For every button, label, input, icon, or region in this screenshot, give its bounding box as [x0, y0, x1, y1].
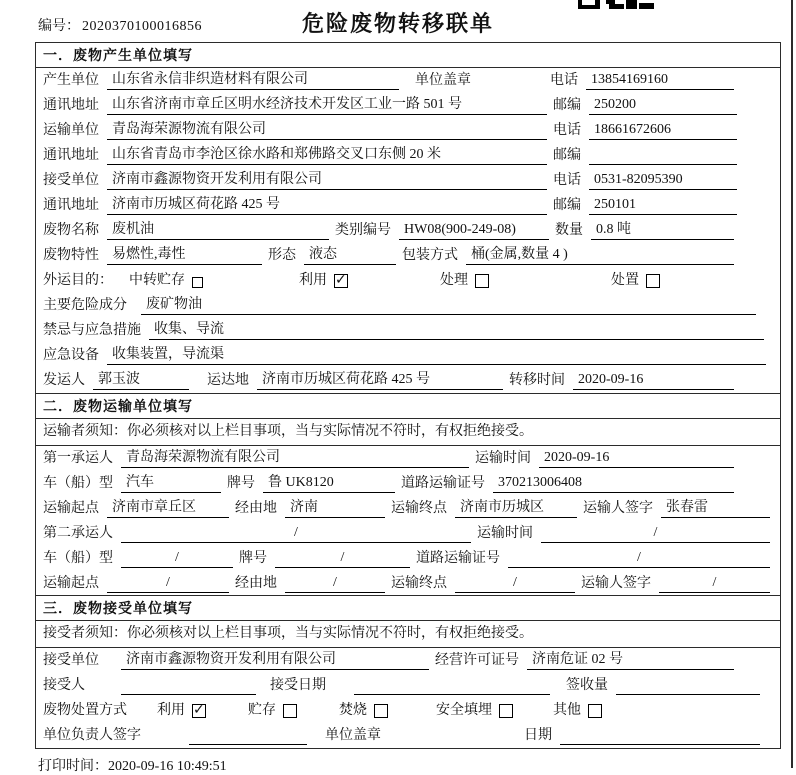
waste-property-row: [36, 243, 780, 268]
vehicle-type-row-2: [36, 546, 780, 571]
postcode-label: 邮编: [553, 98, 581, 113]
field-label: 禁忌与应急措施: [43, 323, 141, 338]
postcode-label: 邮编: [553, 148, 581, 163]
date-label: 日期: [524, 728, 552, 743]
via-label: 经由地: [235, 575, 277, 591]
receive-person-row: [36, 673, 780, 698]
route-end-value: 济南市历城区: [455, 498, 577, 518]
checkbox-label: 处理: [440, 273, 468, 288]
second-carrier-row: [36, 521, 780, 546]
transporter-notice: 运输者须知：你必须核对以上栏目事项，当与实际情况不符时，有权拒绝接受。: [36, 419, 780, 446]
transport-time-value: 2020-09-16: [539, 448, 734, 468]
print-time-value: 2020-09-16 10:49:51: [108, 759, 227, 774]
print-time: [38, 755, 796, 775]
checkbox: [499, 704, 513, 718]
consignor-row: [36, 368, 780, 393]
field-label: 应急设备: [43, 348, 99, 363]
via-2-value: /: [285, 573, 385, 593]
route-row-2: [36, 571, 780, 596]
road-permit-label: 道路运输证号: [401, 475, 485, 491]
producer-unit-value: 山东省永信非织造材料有限公司: [107, 70, 399, 90]
responsible-sign-value: [189, 725, 307, 745]
section-producer: [35, 42, 781, 394]
transporter-unit-row: [36, 118, 780, 143]
checkbox: [475, 274, 489, 288]
via-value: 济南: [285, 498, 385, 518]
checkbox-label: 焚烧: [339, 703, 367, 718]
transporter-postcode-value: [589, 145, 737, 165]
form-state-value: 液态: [304, 245, 396, 265]
packing-value: 桶(金属,数量 4 ): [466, 245, 734, 265]
purpose-option-storage: [129, 271, 203, 290]
field-label: 废物名称: [43, 223, 99, 238]
transport-time-label: 运输时间: [477, 525, 533, 541]
receive-date-label: 接受日期: [270, 678, 326, 693]
route-end-2-value: /: [455, 573, 575, 593]
permit-no-value: 济南危证 02 号: [527, 650, 734, 670]
via-label: 经由地: [235, 500, 277, 516]
checkbox: [334, 274, 348, 288]
document-header: [0, 0, 796, 42]
disposal-option-use: [157, 701, 206, 720]
field-label: 接受单位: [43, 653, 99, 668]
waste-property-value: 易燃性,毒性: [107, 245, 262, 265]
purpose-option-treat: [440, 271, 489, 290]
postcode-label: 邮编: [553, 198, 581, 213]
disposal-option-landfill: [436, 701, 513, 720]
transfer-time-label: 转移时间: [509, 373, 565, 388]
form-state-label: 形态: [268, 248, 296, 263]
transporter-unit-value: 青岛海荣源物流有限公司: [107, 120, 547, 140]
field-label: 接受单位: [43, 173, 99, 188]
field-label: 产生单位: [43, 73, 99, 88]
purpose-option-dispose: [611, 271, 660, 290]
road-permit-label: 道路运输证号: [416, 550, 500, 566]
receive-person-value: [121, 675, 256, 695]
carrier-sign-2-value: /: [659, 573, 770, 593]
section-producer-header: 一．废物产生单位填写: [36, 43, 780, 68]
category-code-value: HW08(900-249-08): [399, 220, 549, 240]
signed-quantity-label: 签收量: [566, 678, 608, 693]
hazard-component-row: [36, 293, 780, 318]
checkbox: [588, 704, 602, 718]
category-code-label: 类别编号: [335, 223, 391, 238]
route-end-label: 运输终点: [391, 500, 447, 516]
field-label: 接受人: [43, 678, 85, 693]
scan-page-edge: [791, 0, 793, 768]
vehicle-type-2-value: /: [121, 548, 233, 568]
checkbox-label: 处置: [611, 273, 639, 288]
phone-label: 电话: [553, 123, 581, 138]
checkbox: [192, 704, 206, 718]
receiver-address-row: [36, 193, 780, 218]
emergency-equipment-value: 收集装置，导流渠: [107, 345, 766, 365]
doc-number-value: 2020370100016856: [82, 19, 202, 34]
section-receiver-header: 三．废物接受单位填写: [36, 596, 780, 621]
field-label: 通讯地址: [43, 98, 99, 113]
doc-number: [38, 15, 202, 35]
road-permit-value: 370213006408: [493, 473, 734, 493]
field-label: 车（船）型: [43, 475, 113, 491]
field-label: 第一承运人: [43, 450, 113, 466]
receiver-address-value: 济南市历城区荷花路 425 号: [107, 195, 547, 215]
transfer-time-value: 2020-09-16: [573, 370, 734, 390]
field-label: 运输单位: [43, 123, 99, 138]
first-carrier-value: 青岛海荣源物流有限公司: [121, 448, 469, 468]
field-label: 运输起点: [43, 500, 99, 516]
disposal-method-label: 废物处置方式: [43, 703, 127, 718]
plate-label: 牌号: [227, 475, 255, 491]
producer-address-row: [36, 93, 780, 118]
field-label: 通讯地址: [43, 198, 99, 213]
checkbox: [192, 277, 203, 288]
receiver-unit-value: 济南市鑫源物资开发利用有限公司: [107, 170, 547, 190]
field-label: 主要危险成分: [43, 298, 127, 313]
date-value: [560, 725, 760, 745]
field-label: 废物特性: [43, 248, 99, 263]
disposal-option-other: [553, 701, 602, 720]
carrier-sign-label: 运输人签字: [581, 575, 651, 591]
plate-label: 牌号: [239, 550, 267, 566]
checkbox-label: 利用: [299, 273, 327, 288]
phone-label: 电话: [550, 73, 578, 88]
route-start-value: 济南市章丘区: [107, 498, 229, 518]
section-transport: [35, 393, 781, 597]
field-label: 发运人: [43, 373, 85, 388]
unit-seal-label: 单位盖章: [415, 73, 471, 88]
producer-phone-value: 13854169160: [586, 70, 734, 90]
consignor-value: 郭玉波: [93, 370, 189, 390]
field-label: 通讯地址: [43, 148, 99, 163]
transporter-address-value: 山东省青岛市李沧区徐水路和郑佛路交叉口东侧 20 米: [107, 145, 547, 165]
transporter-address-row: [36, 143, 780, 168]
plate-value: 鲁 UK8120: [263, 473, 395, 493]
section-receiver: [35, 595, 781, 749]
route-end-label: 运输终点: [391, 575, 447, 591]
destination-value: 济南市历城区荷花路 425 号: [257, 370, 503, 390]
first-carrier-row: [36, 446, 780, 471]
purpose-option-use: [299, 271, 348, 290]
producer-unit-row: [36, 68, 780, 93]
receive-unit-row: [36, 648, 780, 673]
page-title: 危险废物转移联单: [301, 11, 494, 36]
disposal-method-row: [36, 698, 780, 723]
second-carrier-value: /: [121, 523, 471, 543]
producer-postcode-value: 250200: [589, 95, 737, 115]
waste-name-value: 废机油: [107, 220, 329, 240]
receiver-postcode-value: 250101: [589, 195, 737, 215]
vehicle-type-row: [36, 471, 780, 496]
field-label: 运输起点: [43, 575, 99, 591]
producer-address-value: 山东省济南市章丘区明水经济技术开发区工业一路 501 号: [107, 95, 547, 115]
checkbox: [374, 704, 388, 718]
qr-code-fragment: [578, 0, 654, 9]
receiver-phone-value: 0531-82095390: [589, 170, 737, 190]
receive-unit-value: 济南市鑫源物资开发利用有限公司: [121, 650, 429, 670]
plate-2-value: /: [275, 548, 410, 568]
section-transport-header: 二．废物运输单位填写: [36, 394, 780, 419]
packing-label: 包装方式: [402, 248, 458, 263]
checkbox-label: 利用: [157, 703, 185, 718]
emergency-measures-row: [36, 318, 780, 343]
carrier-sign-value: 张春雷: [661, 498, 770, 518]
waste-name-row: [36, 218, 780, 243]
unit-seal-label: 单位盖章: [325, 728, 381, 743]
disposal-option-burn: [339, 701, 388, 720]
carrier-sign-label: 运输人签字: [583, 500, 653, 516]
checkbox-label: 贮存: [248, 703, 276, 718]
checkbox: [283, 704, 297, 718]
emergency-measures-value: 收集、导流: [149, 320, 764, 340]
phone-label: 电话: [553, 173, 581, 188]
vehicle-type-value: 汽车: [121, 473, 221, 493]
transport-time-label: 运输时间: [475, 450, 531, 466]
transfer-purpose-row: [36, 268, 780, 293]
route-row-1: [36, 496, 780, 521]
receive-date-value: [354, 675, 550, 695]
destination-label: 运达地: [207, 373, 249, 388]
hazard-component-value: 废矿物油: [141, 295, 756, 315]
permit-no-label: 经营许可证号: [435, 653, 519, 668]
print-time-label: 打印时间：: [38, 759, 108, 774]
signed-quantity-value: [616, 675, 760, 695]
receiver-notice: 接受者须知：你必须核对以上栏目事项，当与实际情况不符时，有权拒绝接受。: [36, 621, 780, 648]
responsible-sign-row: [36, 723, 780, 748]
doc-number-label: 编号：: [38, 19, 80, 34]
transporter-phone-value: 18661672606: [589, 120, 737, 140]
quantity-label: 数量: [555, 223, 583, 238]
field-label: 第二承运人: [43, 525, 113, 541]
quantity-value: 0.8 吨: [591, 220, 734, 240]
checkbox: [646, 274, 660, 288]
field-label: 单位负责人签字: [43, 728, 141, 743]
transfer-purpose-label: 外运目的：: [43, 273, 113, 288]
receiver-unit-row: [36, 168, 780, 193]
road-permit-2-value: /: [508, 548, 770, 568]
checkbox-label: 中转贮存: [129, 273, 185, 288]
field-label: 车（船）型: [43, 550, 113, 566]
transport-time-2-value: /: [541, 523, 770, 543]
checkbox-label: 安全填埋: [436, 703, 492, 718]
disposal-option-store: [248, 701, 297, 720]
route-start-2-value: /: [107, 573, 229, 593]
emergency-equipment-row: [36, 343, 780, 368]
checkbox-label: 其他: [553, 703, 581, 718]
